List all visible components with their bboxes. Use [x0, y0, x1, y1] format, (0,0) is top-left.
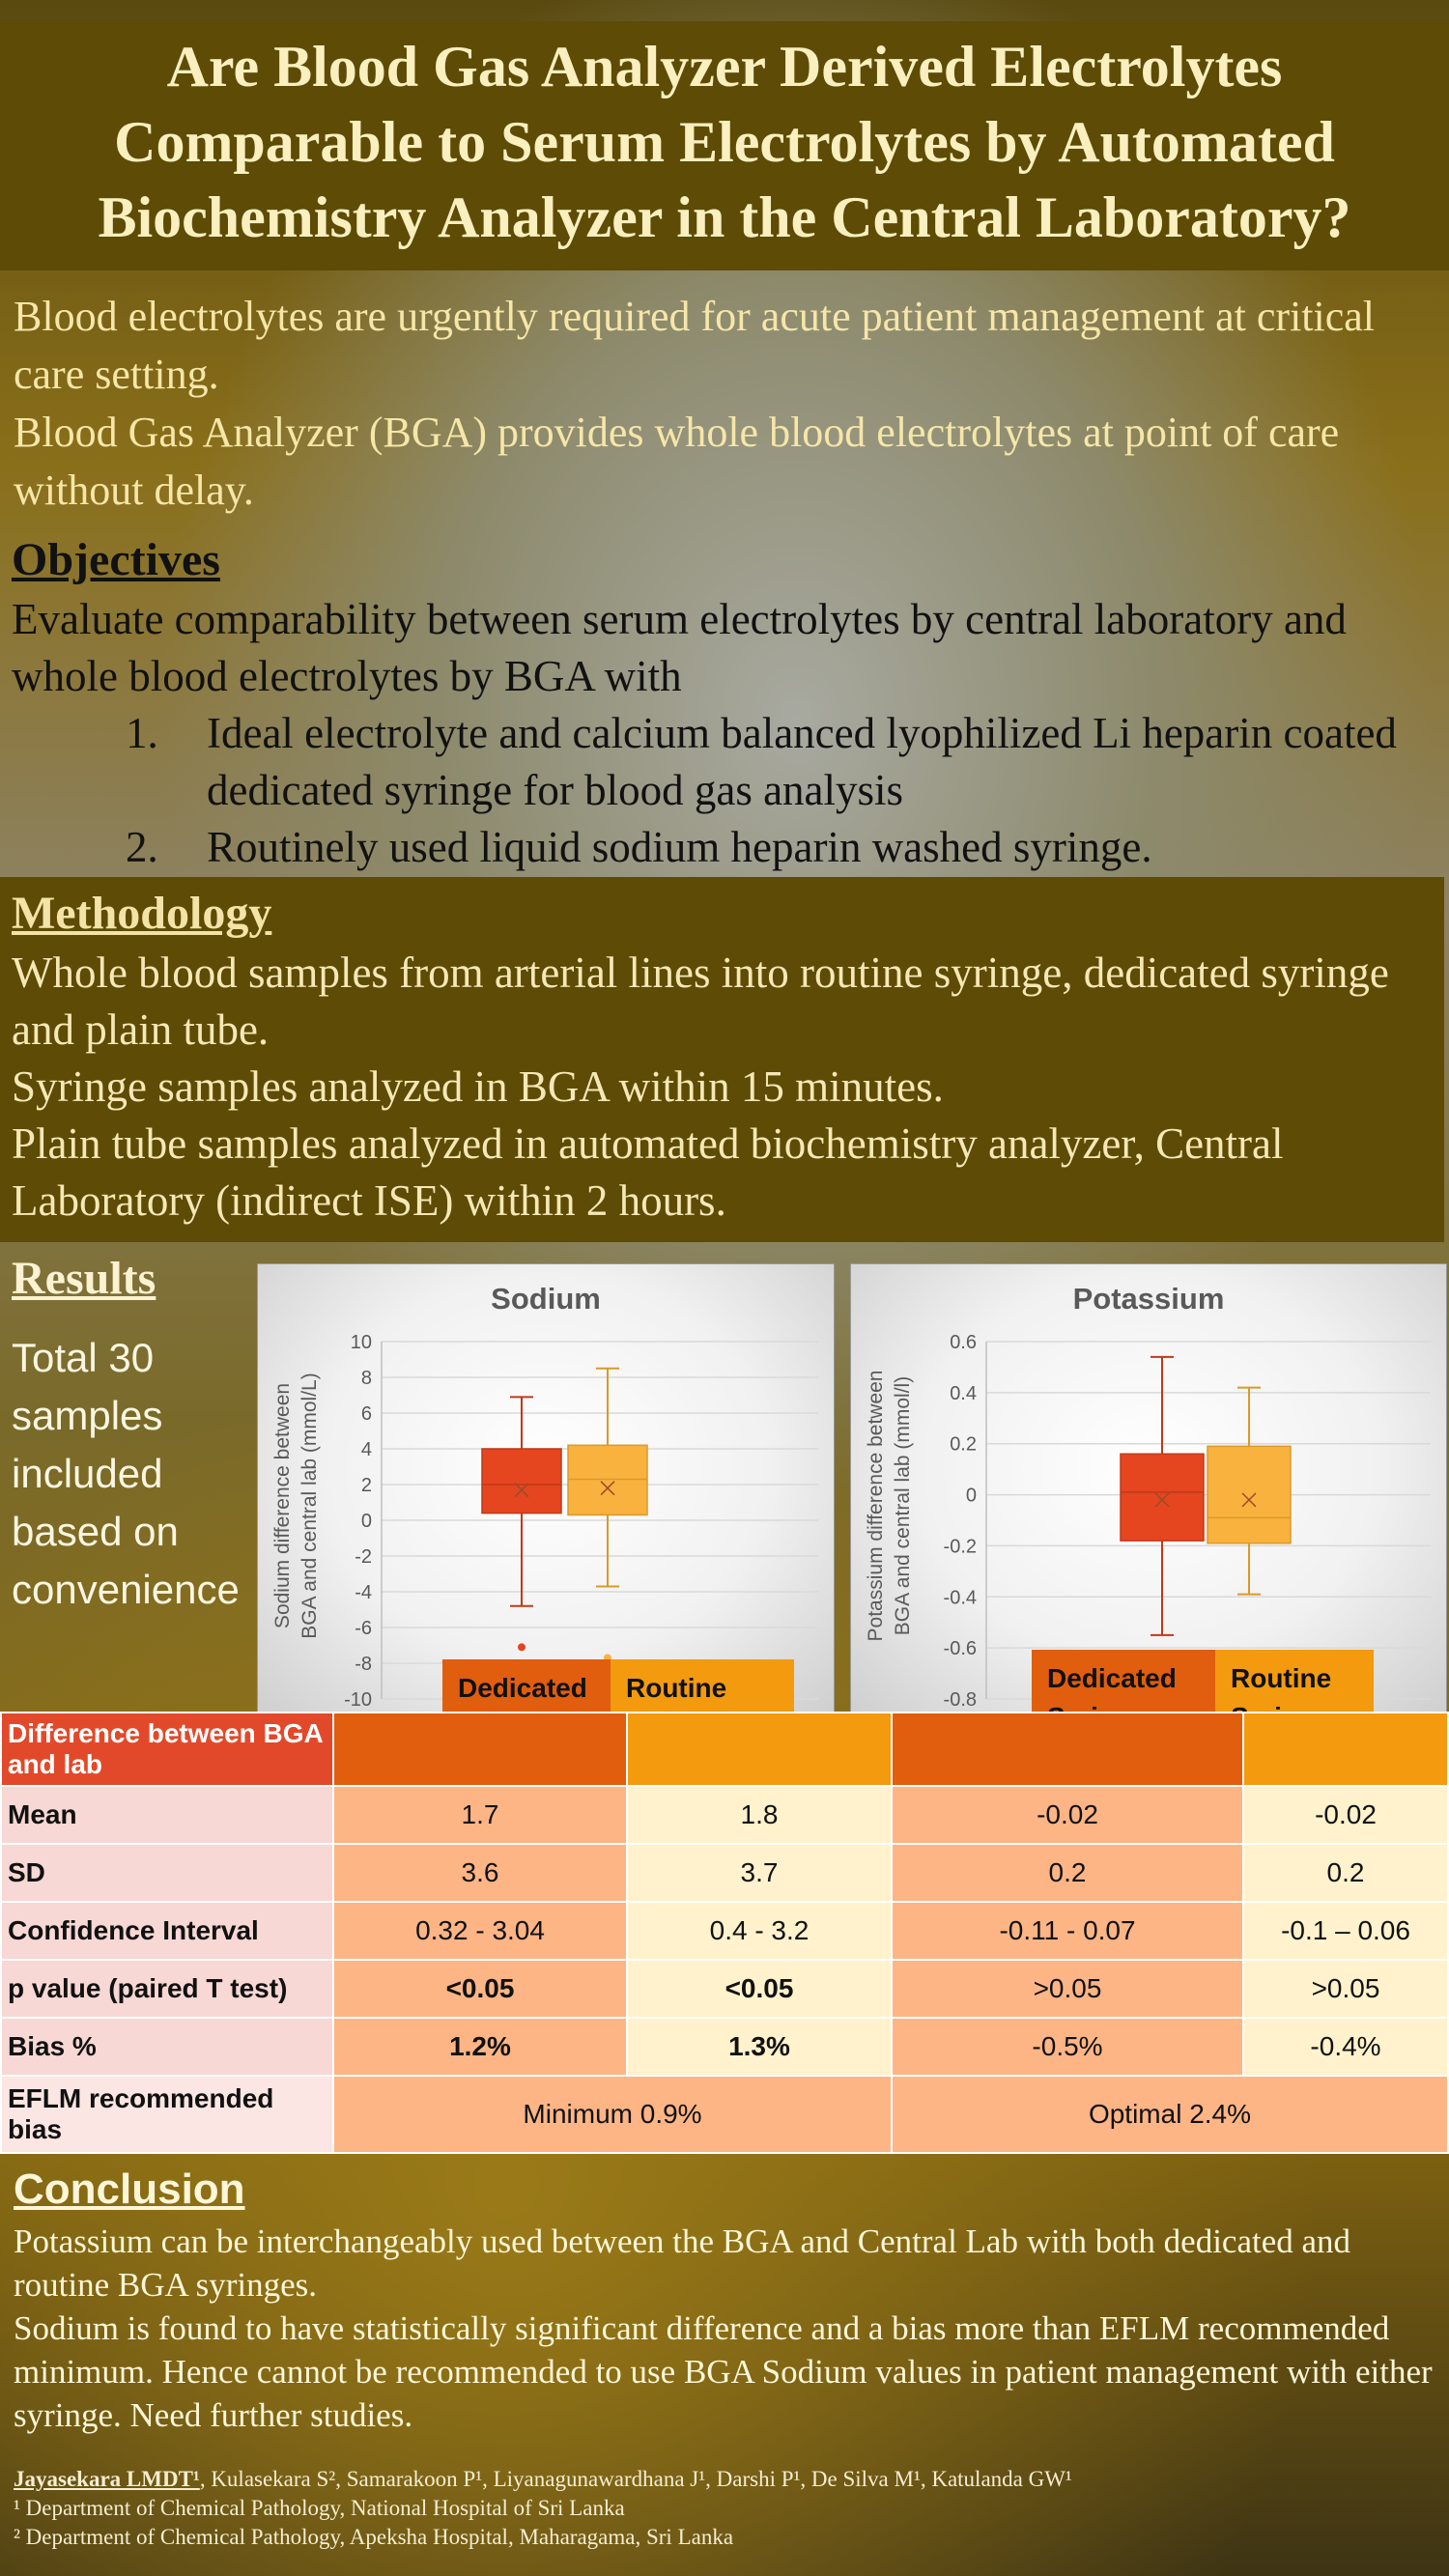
objective-text: Routinely used liquid sodium heparin washed syringe. — [207, 823, 1152, 871]
methodology-heading: Methodology — [12, 888, 272, 939]
sodium-chart-svg — [258, 1264, 834, 1713]
y-tick-label: 0 — [965, 1485, 977, 1507]
table-cell: 1.2% — [333, 2018, 627, 2076]
results-table — [0, 1712, 1449, 2154]
conclusion-text — [14, 2220, 1434, 2437]
table-row — [1, 1960, 1448, 2018]
table-cell: >0.05 — [1243, 1960, 1448, 2018]
y-tick-label: 0.2 — [950, 1433, 977, 1456]
y-tick-label: 10 — [350, 1332, 372, 1353]
outlier-point — [518, 1643, 526, 1651]
conclusion-paragraph-1: Potassium can be interchangeably used between the BGA and Central Lab with both dedicated and routine BGA syringes. — [14, 2222, 1351, 2304]
y-tick-label: -4 — [355, 1582, 372, 1603]
plot-area — [344, 1332, 818, 1711]
table-cell: 1.7 — [333, 1786, 627, 1844]
row-label: Confidence Interval — [1, 1902, 333, 1960]
results-text: Total 30 samples included based on convenience — [12, 1335, 240, 1612]
table-cell: 0.32 - 3.04 — [333, 1902, 627, 1960]
y-tick-label: 6 — [360, 1403, 372, 1425]
row-label: EFLM recommended bias — [1, 2076, 333, 2153]
table-cell: 3.6 — [333, 1844, 627, 1902]
table-cell: Minimum 0.9% — [333, 2076, 892, 2153]
header-cell — [333, 1713, 627, 1786]
y-axis-label-line-1: Potassium difference between — [865, 1370, 887, 1642]
intro-paragraph-2: Blood Gas Analyzer (BGA) provides whole blood electrolytes at point of care without delay. — [14, 409, 1340, 514]
y-axis-label-line-1: Sodium difference between — [271, 1382, 294, 1629]
table-cell: -0.1 – 0.06 — [1243, 1902, 1448, 1960]
table-cell: 0.2 — [892, 1844, 1243, 1902]
table-row — [1, 1902, 1448, 1960]
y-tick-label: -6 — [355, 1618, 372, 1639]
row-label: SD — [1, 1844, 333, 1902]
title-line-1: Are Blood Gas Analyzer Derived Electrolytes — [166, 35, 1283, 99]
objective-item — [126, 819, 1420, 876]
table-cell: -0.4% — [1243, 2018, 1448, 2076]
affiliation-1: ¹ Department of Chemical Pathology, National Hospital of Sri Lanka — [14, 2496, 625, 2520]
objective-number: 1. — [126, 709, 158, 757]
row-label: p value (paired T test) — [1, 1960, 333, 2018]
table-cell: 1.3% — [627, 2018, 892, 2076]
y-tick-label: -0.4 — [943, 1587, 977, 1609]
title-line-3: Biochemistry Analyzer in the Central Laboratory? — [98, 185, 1351, 249]
header-cell — [1243, 1713, 1448, 1786]
y-axis-label-line-2: BGA and central lab (mmol/L) — [298, 1373, 321, 1639]
y-tick-label: 8 — [360, 1368, 372, 1389]
table-cell: -0.02 — [892, 1786, 1243, 1844]
co-authors: , Kulasekara S², Samarakoon P¹, Liyanagunawardhana J¹, Darshi P¹, De Silva M¹, Katulanda GW¹ — [199, 2467, 1072, 2491]
table-cell: 0.2 — [1243, 1844, 1448, 1902]
y-tick-label: 0.6 — [950, 1332, 977, 1353]
label-line: Dedicated — [458, 1673, 587, 1703]
sodium-chart — [257, 1263, 835, 1713]
authors-block — [14, 2465, 1434, 2552]
header-cell — [627, 1713, 892, 1786]
affiliation-2: ² Department of Chemical Pathology, Apeksha Hospital, Maharagama, Sri Lanka — [14, 2525, 734, 2549]
title-line-2: Comparable to Serum Electrolytes by Automated — [114, 110, 1335, 174]
y-tick-label: -8 — [355, 1654, 372, 1675]
methodology-paragraph-1: Whole blood samples from arterial lines into routine syringe, dedicated syringe and plain tube. — [12, 948, 1389, 1054]
box — [482, 1449, 561, 1514]
y-tick-label: -0.6 — [943, 1638, 977, 1660]
potassium-chart-svg — [851, 1264, 1446, 1713]
methodology-text — [12, 945, 1441, 1230]
label-line: Routine — [626, 1673, 727, 1703]
box — [1121, 1454, 1204, 1541]
y-tick-label: -10 — [344, 1689, 372, 1711]
table-row — [1, 2076, 1448, 2153]
table-cell: -0.5% — [892, 2018, 1243, 2076]
header-cell — [892, 1713, 1243, 1786]
y-tick-label: 2 — [360, 1475, 372, 1496]
objective-item — [126, 705, 1420, 819]
table-header-row — [1, 1713, 1448, 1786]
y-tick-label: 0 — [360, 1511, 372, 1532]
box — [568, 1445, 647, 1514]
chart-title: Potassium — [1072, 1282, 1225, 1316]
table-row — [1, 1786, 1448, 1844]
table-row — [1, 2018, 1448, 2076]
potassium-chart — [850, 1263, 1447, 1713]
y-tick-label: 4 — [360, 1439, 372, 1460]
box — [1208, 1446, 1291, 1543]
author-line — [14, 2465, 1434, 2494]
results-heading: Results — [12, 1253, 156, 1304]
table-cell: <0.05 — [333, 1960, 627, 2018]
methodology-paragraph-2: Syringe samples analyzed in BGA within 15 minutes. — [12, 1062, 944, 1111]
row-label: Mean — [1, 1786, 333, 1844]
table-header-label: Difference between BGA and lab — [1, 1713, 333, 1786]
methodology-paragraph-3: Plain tube samples analyzed in automated biochemistry analyzer, Central Laboratory (indirect ISE) within 2 hours. — [12, 1119, 1284, 1225]
y-tick-label: 0.4 — [950, 1382, 977, 1404]
conclusion-paragraph-2: Sodium is found to have statistically significant difference and a bias more than EFLM recommended minimum. Hence cannot be recommended to use BGA Sodium values in patient management with either syringe. Need further studies. — [14, 2309, 1433, 2434]
table-cell: 0.4 - 3.2 — [627, 1902, 892, 1960]
lead-author: Jayasekara LMDT¹ — [14, 2467, 200, 2491]
y-axis-label-line-2: BGA and central lab (mmol/l) — [892, 1375, 914, 1636]
objective-number: 2. — [126, 823, 158, 871]
table-cell: <0.05 — [627, 1960, 892, 2018]
chart-title: Sodium — [491, 1282, 601, 1316]
table-cell: -0.02 — [1243, 1786, 1448, 1844]
poster-title — [0, 29, 1449, 255]
table-cell: -0.11 - 0.07 — [892, 1902, 1243, 1960]
intro-section — [14, 288, 1443, 520]
table-cell: 1.8 — [627, 1786, 892, 1844]
y-tick-label: -2 — [355, 1546, 372, 1568]
y-tick-label: -0.2 — [943, 1536, 977, 1558]
row-label: Bias % — [1, 2018, 333, 2076]
conclusion-heading: Conclusion — [14, 2166, 245, 2213]
table-row — [1, 1844, 1448, 1902]
objective-text: Ideal electrolyte and calcium balanced lyophilized Li heparin coated dedicated syringe for blood gas analysis — [207, 709, 1397, 814]
intro-paragraph-1: Blood electrolytes are urgently required for acute patient management at critical care setting. — [14, 293, 1376, 398]
objectives-list — [126, 705, 1420, 876]
table-cell: Optimal 2.4% — [892, 2076, 1448, 2153]
table-cell: 3.7 — [627, 1844, 892, 1902]
objectives-heading: Objectives — [12, 534, 220, 585]
y-tick-label: -0.8 — [943, 1689, 977, 1711]
label-line: Dedicated — [1047, 1663, 1177, 1693]
table-cell: >0.05 — [892, 1960, 1243, 2018]
objectives-text: Evaluate comparability between serum electrolytes by central laboratory and whole blood electrolytes by BGA with — [12, 595, 1347, 700]
label-line: Routine — [1231, 1663, 1332, 1693]
